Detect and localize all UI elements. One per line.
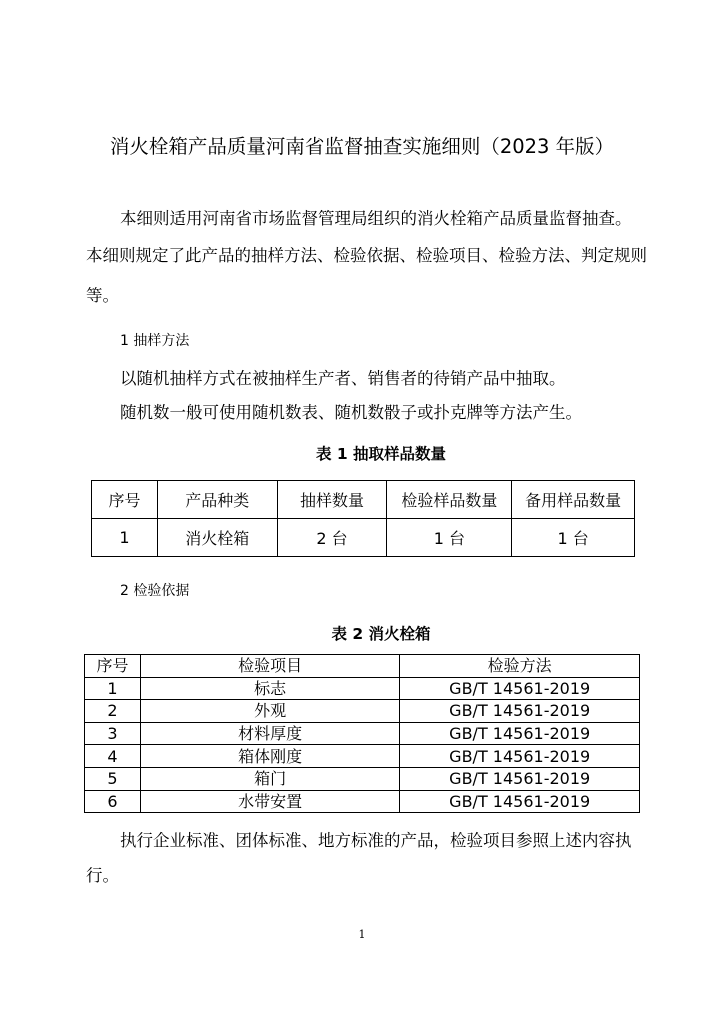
intro-line-2: 本细则规定了此产品的抽样方法、检验依据、检验项目、检验方法、判定规则: [86, 246, 647, 265]
intro-line-3: 等。: [86, 286, 119, 305]
section-1-paragraph-2: 随机数一般可使用随机数表、随机数骰子或扑克牌等方法产生。: [120, 403, 582, 422]
table-row: [85, 700, 640, 723]
table-cell: 2: [85, 700, 141, 723]
table-cell: 水带安置: [140, 790, 399, 813]
table-header-row: [92, 481, 635, 519]
table-row: [85, 745, 640, 768]
intro-line-1: 本细则适用河南省市场监督管理局组织的消火栓箱产品质量监督抽查。: [120, 209, 632, 228]
table-cell: 标志: [140, 677, 399, 700]
table-row: [85, 790, 640, 813]
table-cell: 箱门: [140, 767, 399, 790]
table-2-caption: 表 2 消火栓箱: [331, 625, 431, 643]
table-row: [85, 722, 640, 745]
header-cell: 备用样品数量: [512, 481, 635, 519]
table-cell: 消火栓箱: [157, 519, 277, 557]
table-header-row: [85, 655, 640, 678]
table-cell: 1 台: [387, 519, 512, 557]
table-row: [85, 767, 640, 790]
table-cell: 5: [85, 767, 141, 790]
table-row: [92, 519, 635, 557]
header-cell: 检验样品数量: [387, 481, 512, 519]
header-cell: 序号: [85, 655, 141, 678]
header-cell: 检验方法: [400, 655, 640, 678]
table-cell: 2 台: [277, 519, 387, 557]
section-1-heading: 1 抽样方法: [120, 333, 190, 349]
table-row: [85, 677, 640, 700]
table-cell: GB/T 14561-2019: [400, 677, 640, 700]
header-cell: 检验项目: [140, 655, 399, 678]
sample-quantity-table: [91, 480, 635, 557]
document-title: 消火栓箱产品质量河南省监督抽查实施细则（2023 年版）: [109, 135, 615, 158]
table-1-caption: 表 1 抽取样品数量: [315, 445, 447, 463]
table-cell: GB/T 14561-2019: [400, 767, 640, 790]
table-cell: GB/T 14561-2019: [400, 722, 640, 745]
table-cell: 1 台: [512, 519, 635, 557]
header-cell: 序号: [92, 481, 158, 519]
table-cell: 1: [92, 519, 158, 557]
table-cell: 6: [85, 790, 141, 813]
section-2-heading: 2 检验依据: [120, 583, 190, 599]
table-cell: GB/T 14561-2019: [400, 745, 640, 768]
table-cell: 材料厚度: [140, 722, 399, 745]
header-cell: 产品种类: [157, 481, 277, 519]
table-cell: GB/T 14561-2019: [400, 790, 640, 813]
table-cell: 4: [85, 745, 141, 768]
page-number: 1: [358, 928, 366, 941]
closing-line-1: 执行企业标准、团体标准、地方标准的产品，检验项目参照上述内容执: [120, 831, 632, 850]
section-1-paragraph-1: 以随机抽样方式在被抽样生产者、销售者的待销产品中抽取。: [120, 369, 566, 388]
table-cell: 箱体刚度: [140, 745, 399, 768]
table-cell: 3: [85, 722, 141, 745]
table-cell: GB/T 14561-2019: [400, 700, 640, 723]
closing-line-2: 行。: [86, 866, 119, 885]
header-cell: 抽样数量: [277, 481, 387, 519]
inspection-items-table: [84, 654, 640, 813]
table-cell: 外观: [140, 700, 399, 723]
table-cell: 1: [85, 677, 141, 700]
